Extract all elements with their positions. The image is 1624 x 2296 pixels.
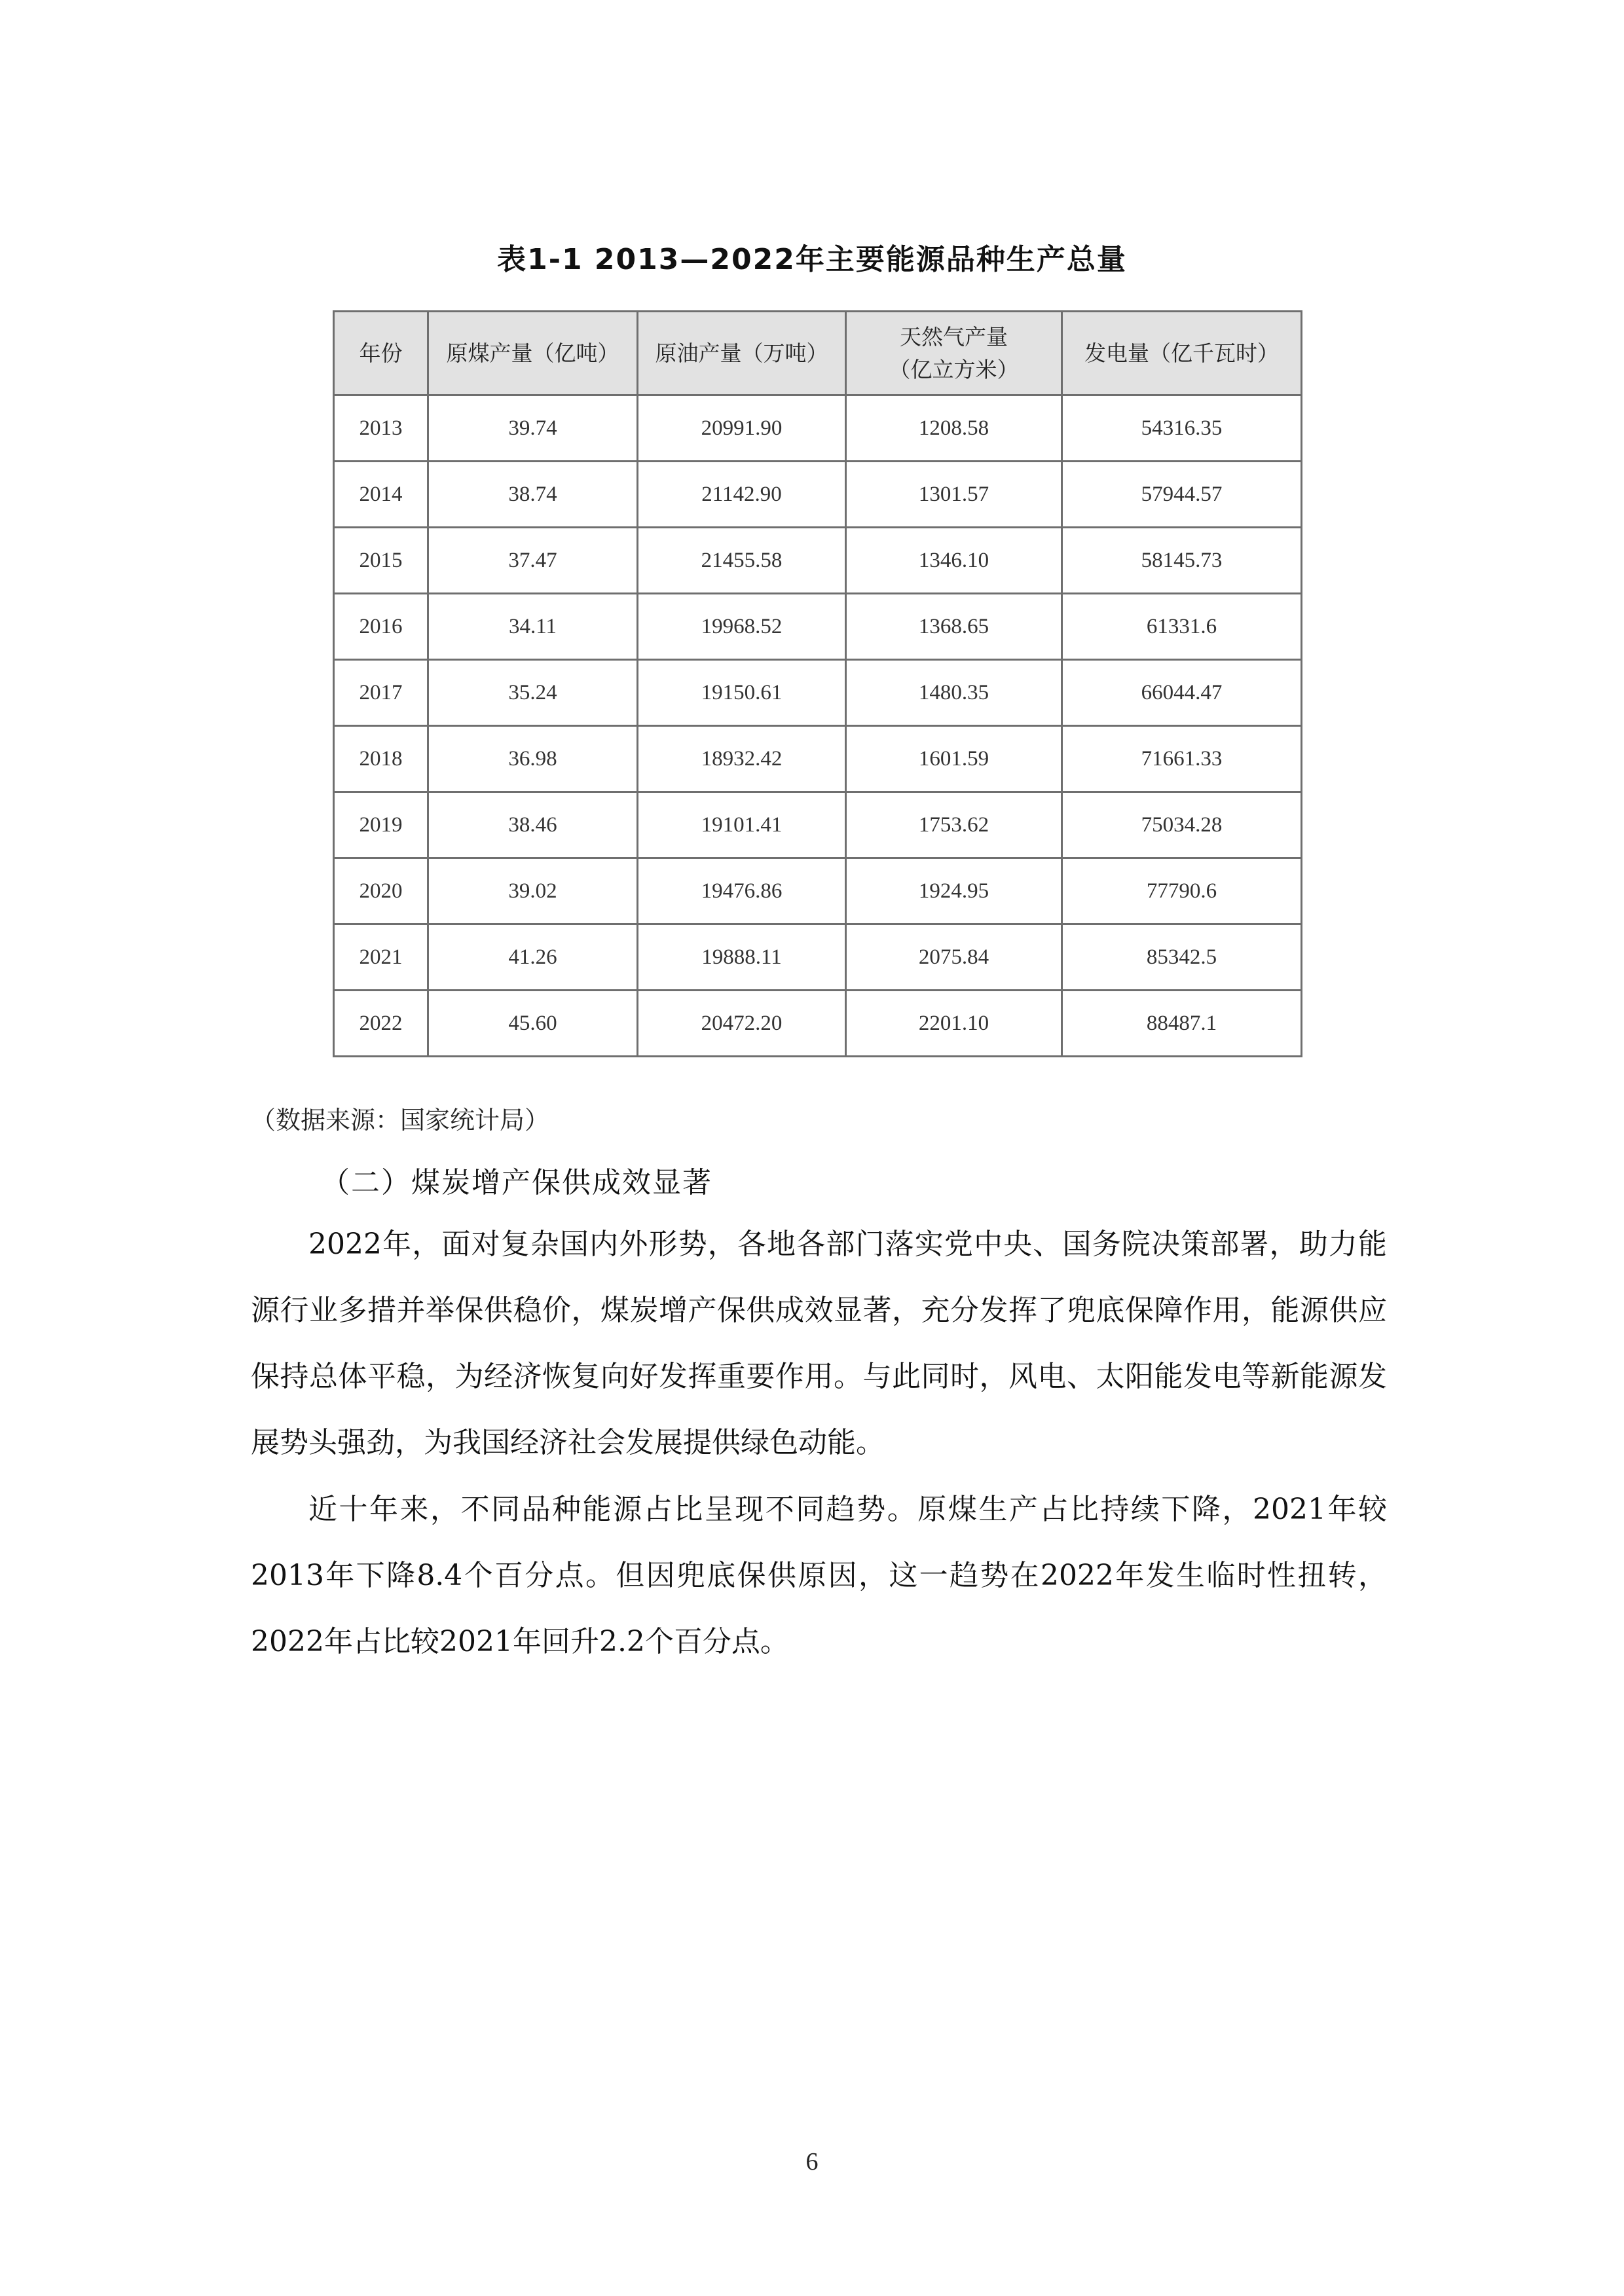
cell-power: 71661.33: [1062, 726, 1302, 792]
header-power: 发电量（亿千瓦时）: [1062, 312, 1302, 395]
header-gas: [846, 312, 1062, 395]
cell-year: 2016: [334, 594, 428, 660]
cell-year: 2021: [334, 924, 428, 991]
cell-coal: 37.47: [428, 528, 638, 594]
cell-year: 2018: [334, 726, 428, 792]
cell-gas: 1924.95: [846, 858, 1062, 924]
cell-gas: 1368.65: [846, 594, 1062, 660]
cell-year: 2014: [334, 462, 428, 528]
body-paragraph: 近十年来，不同品种能源占比呈现不同趋势。原煤生产占比持续下降，2021年较2013年下降8.4个百分点。但因兜底保供原因，这一趋势在2022年发生临时性扭转，2022年占比较2021年回升2.2个百分点。: [251, 1493, 1387, 1658]
section-heading: （二）煤炭增产保供成效显著: [321, 1166, 712, 1199]
cell-coal: 38.46: [428, 792, 638, 858]
header-oil: 原油产量（万吨）: [638, 312, 846, 395]
table-row: [334, 858, 1302, 924]
header-gas-line2: （亿立方米）: [889, 356, 1019, 382]
cell-gas: 1480.35: [846, 660, 1062, 726]
cell-power: 66044.47: [1062, 660, 1302, 726]
cell-coal: 34.11: [428, 594, 638, 660]
cell-coal: 38.74: [428, 462, 638, 528]
cell-oil: 20472.20: [638, 991, 846, 1057]
cell-gas: 2075.84: [846, 924, 1062, 991]
cell-coal: 39.02: [428, 858, 638, 924]
cell-oil: 18932.42: [638, 726, 846, 792]
cell-power: 58145.73: [1062, 528, 1302, 594]
cell-year: 2022: [334, 991, 428, 1057]
cell-year: 2013: [334, 395, 428, 462]
table-header-row: [334, 312, 1302, 395]
cell-oil: 19476.86: [638, 858, 846, 924]
cell-power: 57944.57: [1062, 462, 1302, 528]
cell-gas: 1208.58: [846, 395, 1062, 462]
table-row: [334, 395, 1302, 462]
cell-coal: 45.60: [428, 991, 638, 1057]
table-row: [334, 528, 1302, 594]
cell-coal: 41.26: [428, 924, 638, 991]
table-row: [334, 991, 1302, 1057]
cell-coal: 36.98: [428, 726, 638, 792]
cell-oil: 19150.61: [638, 660, 846, 726]
table-row: [334, 726, 1302, 792]
cell-year: 2015: [334, 528, 428, 594]
cell-power: 85342.5: [1062, 924, 1302, 991]
cell-gas: 1301.57: [846, 462, 1062, 528]
cell-gas: 1346.10: [846, 528, 1062, 594]
cell-gas: 1601.59: [846, 726, 1062, 792]
table-row: [334, 660, 1302, 726]
table-row: [334, 462, 1302, 528]
cell-year: 2020: [334, 858, 428, 924]
cell-power: 77790.6: [1062, 858, 1302, 924]
table-row: [334, 792, 1302, 858]
table-row: [334, 594, 1302, 660]
table-title: 表1-1 2013—2022年主要能源品种生产总量: [497, 243, 1127, 276]
cell-oil: 21455.58: [638, 528, 846, 594]
cell-oil: 19101.41: [638, 792, 846, 858]
cell-power: 75034.28: [1062, 792, 1302, 858]
cell-gas: 1753.62: [846, 792, 1062, 858]
data-source-note: （数据来源：国家统计局）: [251, 1106, 550, 1135]
header-year: 年份: [334, 312, 428, 395]
cell-oil: 19888.11: [638, 924, 846, 991]
cell-year: 2019: [334, 792, 428, 858]
header-coal: 原煤产量（亿吨）: [428, 312, 638, 395]
cell-power: 88487.1: [1062, 991, 1302, 1057]
cell-power: 54316.35: [1062, 395, 1302, 462]
header-gas-line1: 天然气产量: [900, 323, 1008, 350]
table-row: [334, 924, 1302, 991]
energy-production-table: [333, 310, 1302, 1057]
cell-oil: 21142.90: [638, 462, 846, 528]
page-number: 6: [805, 2148, 819, 2176]
cell-power: 61331.6: [1062, 594, 1302, 660]
cell-coal: 35.24: [428, 660, 638, 726]
cell-year: 2017: [334, 660, 428, 726]
cell-oil: 20991.90: [638, 395, 846, 462]
cell-gas: 2201.10: [846, 991, 1062, 1057]
cell-oil: 19968.52: [638, 594, 846, 660]
body-paragraph: 2022年，面对复杂国内外形势，各地各部门落实党中央、国务院决策部署，助力能源行业多措并举保供稳价，煤炭增产保供成效显著，充分发挥了兜底保障作用，能源供应保持总体平稳，为经济恢复向好发挥重要作用。与此同时，风电、太阳能发电等新能源发展势头强劲，为我国经济社会发展提供绿色动能。: [251, 1228, 1387, 1459]
cell-coal: 39.74: [428, 395, 638, 462]
